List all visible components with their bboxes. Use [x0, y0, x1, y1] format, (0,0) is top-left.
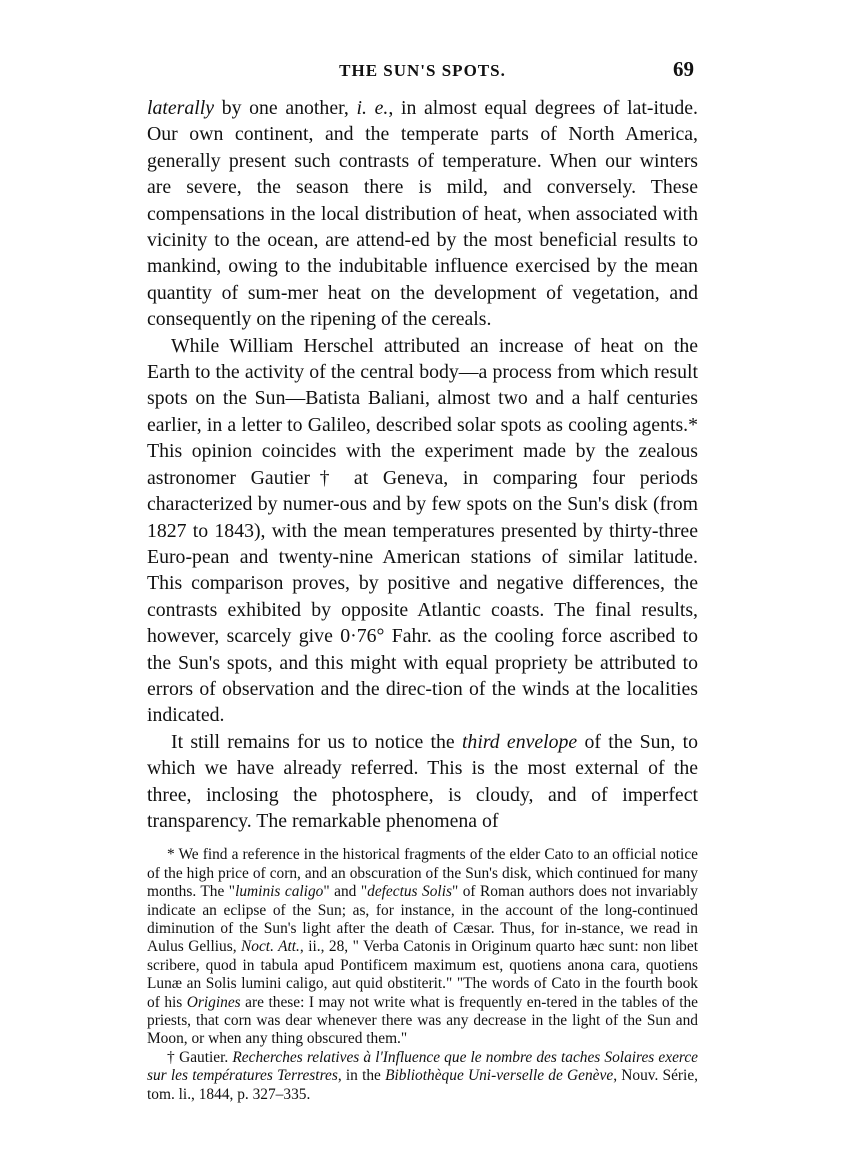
running-head: THE SUN'S SPOTS. [339, 61, 506, 80]
text-run: † Gautier. [167, 1048, 233, 1066]
paragraph [147, 333, 698, 729]
italic-text: Origines [186, 993, 241, 1011]
book-page [147, 55, 698, 1104]
text-run: , in almost equal degrees of lat-itude. Our own continent, and the temperate parts of North America, generally present such contrasts of temperature. When our winters are severe, the season there is mild, and conversely. These compensations in the local distribution of heat, when associated with vicinity to the ocean, are attend-ed by the most beneficial results to mankind, owing to the indubitable influence exercised by the mean quantity of sum-mer heat on the development of vegetation, and consequently on the ripening of the cereals. [147, 97, 698, 331]
footnote-cato [147, 846, 698, 1048]
footnote-gautier [147, 1049, 698, 1104]
page-header [147, 55, 698, 95]
italic-text: i. e. [356, 97, 389, 119]
text-run: " of Roman authors does not invariably indicate an eclipse of the Sun; as, for instance, in the account of the long-continued diminution of the Sun's light after the death of Cæsar. Thus, for in-stance, we read in Aulus Gellius, [147, 883, 699, 956]
text-run: by one another, [214, 97, 357, 119]
italic-text: third envelope [461, 730, 578, 753]
italic-text: defectus Solis [367, 883, 452, 901]
text-run: While William Herschel attributed an increase of heat on the Earth to the activity of the central body—a process from which result spots on the Sun—Batista Baliani, almost two and a half centuries earlier, in a letter to Galileo, described solar spots as cooling agents.* This opinion coincides with the experiment made by the zealous astronomer Gautier† at Geneva, in comparing four periods characterized by numer-ous and by few spots on the Sun's disk (from 1827 to 1843), with the mean temperatures presented by thirty-three Euro-pean and twenty-nine American stations of similar latitude. This comparison proves, by positive and negative differences, the contrasts exhibited by opposite Atlantic coasts. The final results, however, scarcely give 0·76° Fahr. as the cooling force ascribed to the Sun's spots, and this might with equal propriety be attributed to errors of observation and the direc-tion of the winds at the localities indicated. [147, 334, 698, 727]
italic-text: Recherches relatives à l'Influence que le nombre des taches Solaires exerce sur les températures Terrestres [147, 1048, 698, 1085]
italic-text: luminis caligo [235, 883, 324, 901]
text-run: It still remains for us to notice the [171, 730, 462, 753]
text-run: are these: I may not write what is frequently en-tered in the tables of the priests, that corn was dear whenever there was any decrease in the light of the Sun and Moon, or when any thing obscured them." [147, 993, 698, 1048]
footnotes [147, 846, 698, 1104]
text-run: , ii., 28, " Verba Catonis in Originum quarto hæc sunt: non libet scribere, quod in tabula apud Pontificem maximum est, quotiens anona cara, quotiens Lunæ an Solis lumini caligo, aut quid obstiterit." "The words of Cato in the fourth book of his [147, 938, 698, 1011]
text-run: * We find a reference in the historical fragments of the elder Cato to an official notice of the high price of corn, and an obscuration of the Sun's disk, which continued for many months. The " [147, 846, 698, 901]
text-run: , Nouv. Série, tom. li., 1844, p. 327–335. [147, 1067, 699, 1103]
body-text [147, 95, 698, 834]
italic-text: Noct. Att. [241, 938, 300, 956]
italic-text: laterally [147, 97, 215, 119]
page-number: 69 [673, 57, 694, 81]
text-run: " and " [323, 883, 368, 901]
text-run: of the Sun, to which we have already referred. This is the most external of the three, inclosing the photosphere, is cloudy, and of imperfect transparency. The remarkable phenomena of [147, 730, 698, 832]
paragraph [147, 95, 698, 333]
paragraph [147, 729, 698, 835]
text-run: , in the [337, 1067, 386, 1085]
italic-text: Bibliothèque Uni-verselle de Genève [385, 1067, 614, 1085]
